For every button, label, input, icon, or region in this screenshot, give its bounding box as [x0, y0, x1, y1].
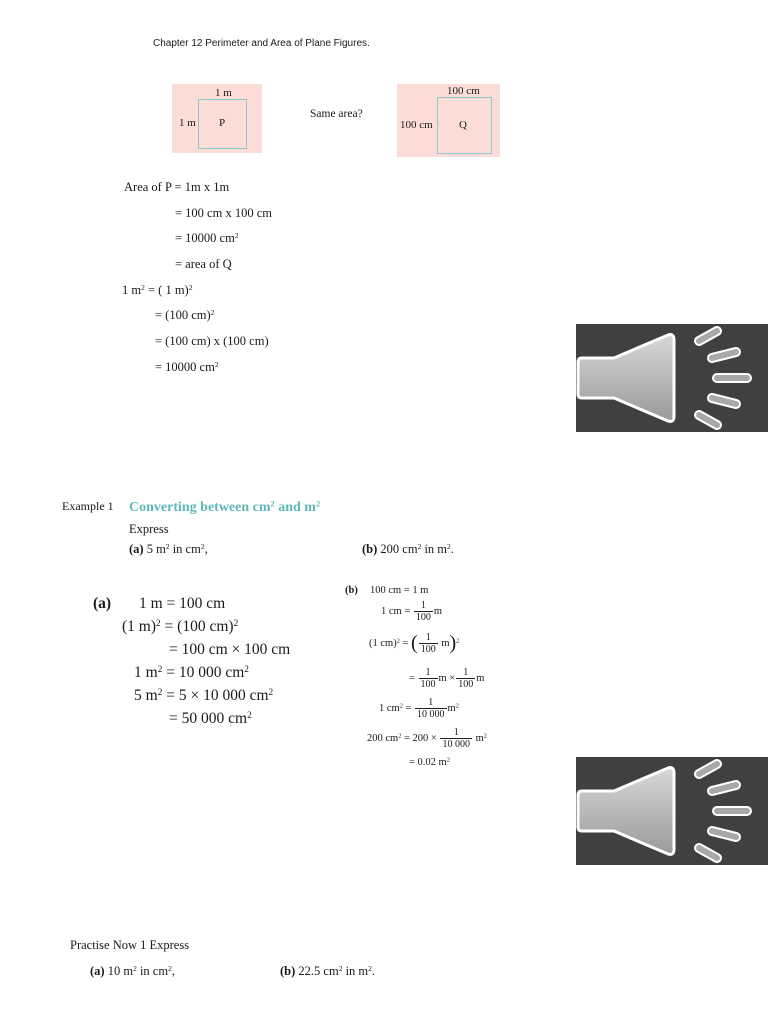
same-area-question: Same area? — [310, 108, 363, 120]
audio-button-1[interactable] — [576, 324, 768, 432]
solution-b-line2: 1 cm = $\frac{1}{100}$ m — [381, 600, 443, 623]
p-side-label: 1 m — [179, 117, 196, 129]
q-top-label: 100 cm — [447, 85, 480, 97]
area-p-line1: Area of P = 1m x 1m — [124, 180, 230, 194]
area-p-line4: = area of Q — [175, 257, 232, 271]
chapter-title: Chapter 12 Perimeter and Area of Plane Figures. — [153, 38, 370, 49]
example-express: Express — [129, 522, 169, 536]
solution-b-line6: 200 $cm^2 = 200$ × $\frac{1}{10 000}$ $m^2$ — [367, 727, 487, 750]
figure-q-box — [397, 84, 500, 157]
solution-a-line6: = 50 000 $cm^2$ — [169, 710, 252, 727]
example-part-b: (b) 200 $cm^2$ in $m^2$. — [362, 541, 454, 556]
example-label: Example 1 — [62, 499, 114, 513]
area-p-line2: = 100 cm x 100 cm — [175, 206, 272, 220]
m2-line2: = (100 cm)$^2$ — [155, 307, 215, 322]
m2-line3: = (100 cm) x (100 cm) — [155, 334, 269, 348]
solution-b-line4: = $\frac{1}{100}$ m × $\frac{1}{100}$ m — [409, 667, 485, 690]
m2-line4: = 10000 $cm^2$ — [155, 359, 219, 374]
speaker-icon — [576, 324, 768, 432]
example-title: Converting between $cm^2$ and $m^2$ — [129, 499, 321, 515]
solution-a-line1: 1 m = 100 cm — [139, 595, 226, 612]
q-name: Q — [459, 119, 467, 131]
audio-button-2[interactable] — [576, 757, 768, 865]
p-name: P — [219, 117, 226, 129]
solution-a-line4: 1 $m^2 = 10$ 000 $cm^2$ — [134, 664, 249, 681]
solution-a-line3: = 100 cm × 100 cm — [169, 641, 291, 658]
solution-b-label: (b) — [345, 585, 358, 596]
m2-line1: 1 $m^2$ = ( 1 m)$^2$ — [122, 282, 193, 297]
solution-b-line3: (1 cm)$^2$ = ( $\frac{1}{100}$ m)$^2$ — [369, 632, 460, 655]
practice-title: Practise Now 1 Express — [70, 938, 190, 952]
solution-b-line1: 100 cm = 1 m — [370, 585, 429, 596]
solution-a-label: (a) — [93, 595, 112, 612]
figure-p-box — [172, 84, 262, 153]
solution-b-line5: 1 $cm^2$ = $\frac{1}{10 000}$ $m^2$ — [379, 697, 459, 720]
practice-part-b: (b) 22.5 $cm^2$ in $m^2$. — [280, 963, 376, 978]
p-top-label: 1 m — [215, 87, 232, 99]
q-side-label: 100 cm — [400, 119, 433, 131]
practice-part-a: (a) 10 $m^2$ in $cm^2$, — [90, 963, 175, 978]
example-part-a: (a) 5 $m^2$ in $cm^2$, — [129, 541, 208, 556]
solution-b-line7: = 0.02 $m^2$ — [409, 756, 450, 768]
area-p-line3: = 10000 $cm^2$ — [175, 230, 239, 245]
speaker-icon — [576, 757, 768, 865]
solution-a-line5: 5 $m^2 = 5 \times 10$ 000 $cm^2$ — [134, 687, 274, 704]
solution-a-line2: (1 m)$^2$ = (100 cm)$^2$ — [122, 618, 239, 635]
